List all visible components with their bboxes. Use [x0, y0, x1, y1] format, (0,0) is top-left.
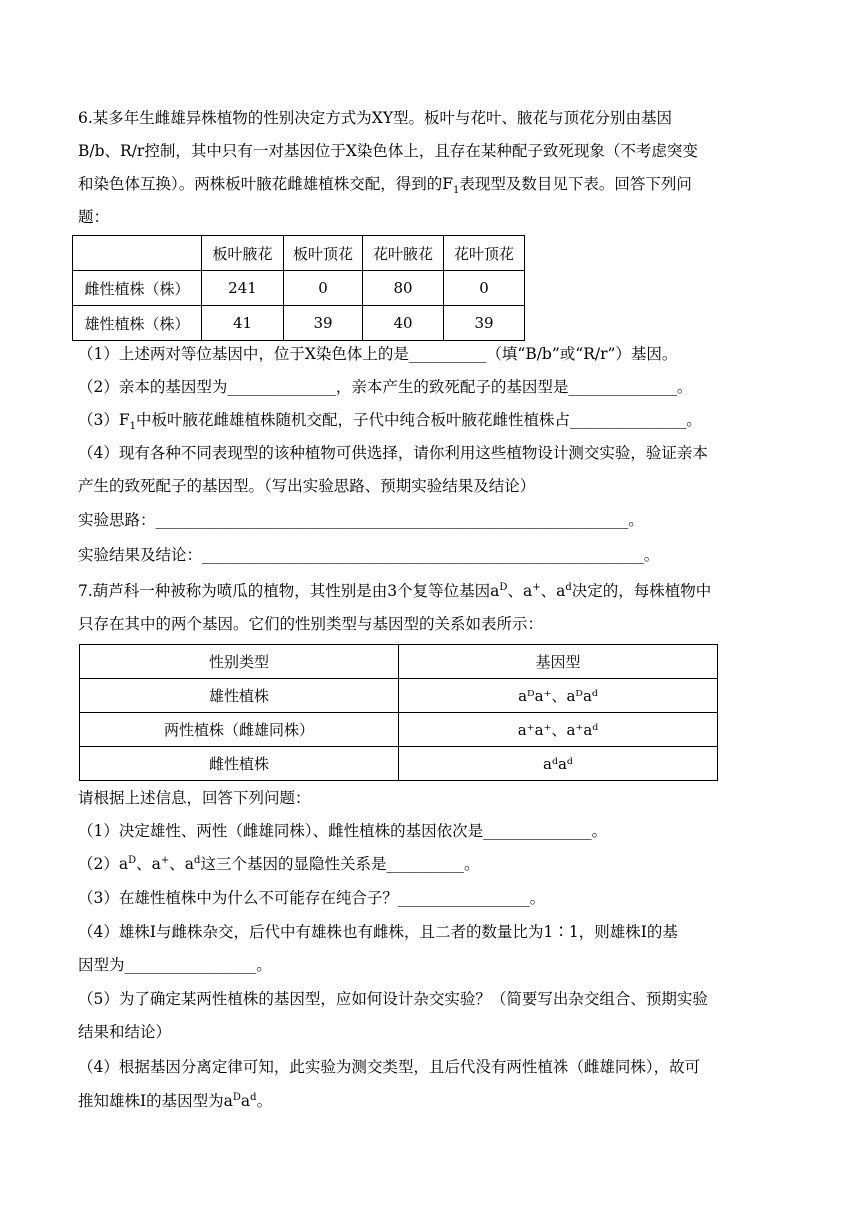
- q7-sub-1: （1）决定雄性、两性（雌雄同株）、雌性植株的基因依次是______________。: [78, 822, 608, 840]
- f1-subscript: 1: [129, 421, 136, 433]
- table-row: [80, 713, 718, 747]
- table-header-row: [73, 236, 525, 271]
- q7-line-1-b: 、a: [507, 582, 533, 600]
- q7-line-1-d: 决定的，每株植物中: [571, 582, 712, 600]
- q6-sub-3: [78, 410, 702, 433]
- table-cell: aᵈaᵈ: [399, 747, 718, 781]
- q6-result: 实验结果及结论：_________________________________________________________。: [78, 546, 660, 564]
- table-header-cell: 花叶顶花: [444, 236, 525, 271]
- superscript-d-lower: d: [565, 581, 572, 593]
- table-cell: 41: [202, 306, 284, 341]
- q6-line-3-text: 和染色体互换）。两株板叶腋花雌雄植株交配，得到的F: [78, 175, 454, 193]
- q7-sub-2-post: 这三个基因的显隐性关系是__________。: [200, 855, 480, 873]
- q7-answer-a: （4）根据基因分离定律可知，此实验为测交类型，且后代没有两性植祩（雌雄同株），故可: [78, 1058, 701, 1076]
- q6-sub-2: （2）亲本的基因型为______________，亲本产生的致死配子的基因型是______________。: [78, 378, 693, 396]
- q7-sub-5b: 结果和结论）: [78, 1023, 172, 1041]
- table-cell: 39: [284, 306, 363, 341]
- table-cell: aᴰa⁺、aᴰaᵈ: [399, 679, 718, 713]
- superscript-d-upper: D: [128, 854, 137, 866]
- table-header-cell: 板叶腋花: [202, 236, 284, 271]
- q7-sub-2-sep: 、a: [169, 855, 195, 873]
- table-header-cell: 性别类型: [80, 645, 399, 679]
- q6-table: [72, 235, 525, 341]
- table-header-cell: 基因型: [399, 645, 718, 679]
- q7-prompt: 请根据上述信息，回答下列问题：: [78, 789, 311, 807]
- q7-answer-b-pre: 推知雄株Ⅰ的基因型为a: [78, 1092, 233, 1110]
- q6-sub-3-post: 中板叶腋花雌雄植株随机交配，子代中纯合板叶腋花雌性植株占_______________。: [136, 411, 702, 429]
- q6-sub-3-pre: （3）F: [78, 411, 130, 429]
- q6-line-3: [78, 174, 692, 197]
- q7-answer-b-post: 。: [256, 1092, 273, 1110]
- q6-sub-4a: （4）现有各种不同表现型的该种植物可供选择，请你利用这些植物设计测交实验，验证亲本: [78, 444, 708, 462]
- table-header-cell: 花叶腋花: [363, 236, 444, 271]
- table-row: [80, 679, 718, 713]
- table-row: [73, 306, 525, 341]
- q7-answer-b: [78, 1091, 272, 1111]
- q7-sub-4b: 因型为_________________。: [78, 956, 272, 974]
- table-row: [80, 747, 718, 781]
- table-cell: 80: [363, 271, 444, 306]
- table-row: [73, 271, 525, 306]
- q6-idea: 实验思路：_____________________________________________________________。: [78, 511, 644, 529]
- table-cell: 0: [444, 271, 525, 306]
- table-cell: 雌性植株（株）: [73, 271, 202, 306]
- q7-answer-b-a: a: [240, 1092, 251, 1110]
- q6-sub-1: （1）上述两对等位基因中，位于X染色体上的是__________（填“B/b”或“R/r”）基因。: [78, 345, 678, 363]
- q6-line-1: 6.某多年生雌雄异株植物的性别决定方式为XY型。板叶与花叶、腋花与顶花分别由基因: [78, 109, 673, 127]
- q6-line-4: 题：: [78, 208, 110, 226]
- table-cell: 39: [444, 306, 525, 341]
- q7-sub-4a: （4）雄株Ⅰ与雌株杂交，后代中有雄株也有雌株，且二者的数量比为1∶1，则雄株Ⅰ的基: [78, 923, 678, 941]
- table-cell: 雄性植株: [80, 679, 399, 713]
- q7-sub-2: [78, 854, 479, 874]
- f1-subscript: 1: [453, 185, 460, 197]
- q7-table: [79, 644, 718, 781]
- q6-line-2: B/b、R/r控制，其中只有一对基因位于X染色体上，且存在某种配子致死现象（不考虑突变: [78, 142, 698, 160]
- superscript-d-lower: d: [250, 1091, 257, 1103]
- table-cell: 雄性植株（株）: [73, 306, 202, 341]
- q7-sub-2-pre: （2）a: [78, 855, 129, 873]
- table-cell: 雌性植株: [80, 747, 399, 781]
- q7-line-1: [78, 581, 711, 601]
- q7-sub-5a: （5）为了确定某两性植株的基因型，应如何设计杂交实验？（简要写出杂交组合、预期实验: [78, 990, 708, 1008]
- q6-sub-4b: 产生的致死配子的基因型。（写出实验思路、预期实验结果及结论）: [78, 477, 536, 495]
- table-cell: 40: [363, 306, 444, 341]
- table-cell: a⁺a⁺、a⁺aᵈ: [399, 713, 718, 747]
- q7-sub-3: （3）在雄性植株中为什么不可能存在纯合子？_________________。: [78, 889, 546, 907]
- table-header-cell: [73, 236, 202, 271]
- q7-line-1-a: 7.葫芦科一种被称为喷瓜的植物，其性别是由3个复等位基因a: [78, 582, 500, 600]
- table-cell: 两性植株（雌雄同株）: [80, 713, 399, 747]
- superscript-plus: +: [532, 581, 541, 593]
- table-header-cell: 板叶顶花: [284, 236, 363, 271]
- superscript-d-lower: d: [194, 854, 201, 866]
- table-header-row: [80, 645, 718, 679]
- table-cell: 241: [202, 271, 284, 306]
- q7-line-1-c: 、a: [540, 582, 566, 600]
- superscript-plus: +: [160, 854, 170, 866]
- q7-line-2: 只存在其中的两个基因。它们的性别类型与基因型的关系如表所示：: [78, 615, 544, 633]
- q7-sub-2-sep: 、a: [136, 855, 161, 873]
- q6-line-3-tail: 表现型及数目见下表。回答下列问: [459, 175, 692, 193]
- table-cell: 0: [284, 271, 363, 306]
- superscript-d-upper: D: [232, 1091, 241, 1103]
- superscript-d-upper: D: [499, 581, 508, 593]
